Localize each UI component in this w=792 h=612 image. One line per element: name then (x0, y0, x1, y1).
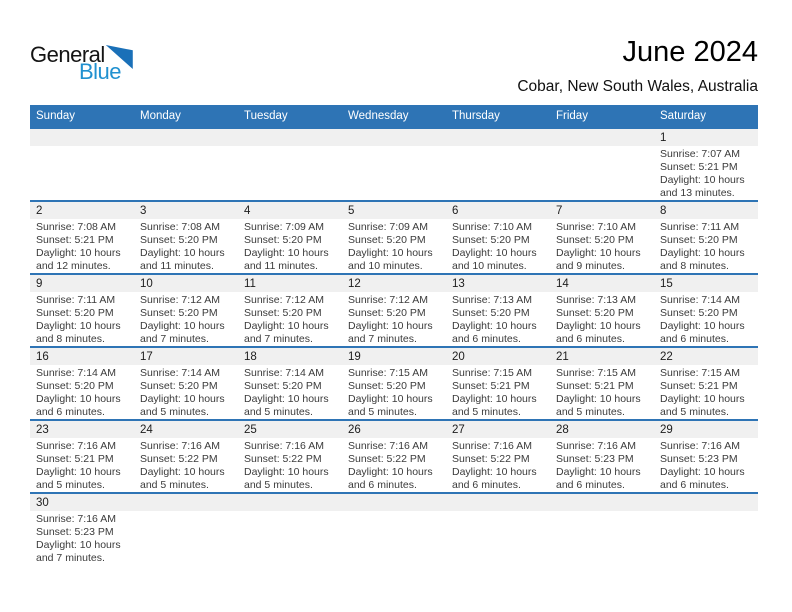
day-details (654, 146, 758, 200)
day-cell-empty (30, 129, 134, 200)
day-details (134, 365, 238, 419)
day-cell-empty (342, 129, 446, 200)
detail-line: Sunset: 5:20 PM (660, 234, 738, 246)
detail-line: Sunrise: 7:15 AM (556, 367, 636, 379)
detail-line: Daylight: 10 hours (244, 393, 329, 405)
detail-line: Sunrise: 7:16 AM (36, 513, 116, 525)
day-details (550, 146, 654, 148)
detail-line: Sunrise: 7:15 AM (660, 367, 740, 379)
day-details (342, 438, 446, 492)
detail-line: Sunrise: 7:08 AM (36, 221, 116, 233)
detail-line: Daylight: 10 hours (660, 247, 745, 259)
detail-line: and 5 minutes. (244, 479, 313, 491)
detail-line: Daylight: 10 hours (660, 320, 745, 332)
weekday-thursday: Thursday (452, 110, 500, 122)
detail-line: and 12 minutes. (36, 260, 111, 272)
week-row (30, 273, 758, 346)
day-number: 22 (654, 348, 758, 365)
day-number: 18 (238, 348, 342, 365)
detail-line: Sunrise: 7:16 AM (556, 440, 636, 452)
detail-line: Sunset: 5:20 PM (348, 307, 426, 319)
detail-line: and 5 minutes. (452, 406, 521, 418)
day-cell-18 (238, 348, 342, 419)
detail-line: Sunrise: 7:13 AM (556, 294, 636, 306)
detail-line: and 13 minutes. (660, 187, 735, 199)
detail-line: Sunset: 5:22 PM (348, 453, 426, 465)
day-cell-13 (446, 275, 550, 346)
detail-line: Sunset: 5:20 PM (452, 234, 530, 246)
detail-line: Sunset: 5:20 PM (36, 307, 114, 319)
detail-line: Sunset: 5:20 PM (660, 307, 738, 319)
detail-line: Daylight: 10 hours (660, 174, 745, 186)
detail-line: Sunset: 5:20 PM (348, 234, 426, 246)
day-details (446, 219, 550, 273)
detail-line: Daylight: 10 hours (452, 393, 537, 405)
detail-line: Daylight: 10 hours (348, 466, 433, 478)
detail-line: and 8 minutes. (660, 260, 729, 272)
detail-line: and 11 minutes. (140, 260, 214, 272)
day-number: 8 (654, 202, 758, 219)
detail-line: Daylight: 10 hours (556, 466, 641, 478)
logo-text-blue: Blue (79, 59, 122, 84)
day-cell-21 (550, 348, 654, 419)
day-number (238, 129, 342, 146)
detail-line: and 6 minutes. (452, 479, 521, 491)
detail-line: Sunrise: 7:09 AM (244, 221, 324, 233)
detail-line: Daylight: 10 hours (660, 466, 745, 478)
detail-line: Daylight: 10 hours (36, 247, 121, 259)
day-cell-7 (550, 202, 654, 273)
day-details (654, 511, 758, 513)
detail-line: Daylight: 10 hours (36, 466, 121, 478)
day-number (342, 129, 446, 146)
detail-line: Sunrise: 7:14 AM (140, 367, 220, 379)
weekday-wednesday: Wednesday (348, 110, 409, 122)
day-details (30, 438, 134, 492)
day-cell-17 (134, 348, 238, 419)
day-cell-30 (30, 494, 134, 565)
day-cell-15 (654, 275, 758, 346)
day-details (550, 438, 654, 492)
day-cell-empty (550, 129, 654, 200)
detail-line: Daylight: 10 hours (452, 466, 537, 478)
day-details (30, 146, 134, 148)
weekday-monday: Monday (140, 110, 181, 122)
day-number (134, 494, 238, 511)
day-details (342, 292, 446, 346)
detail-line: Sunset: 5:20 PM (36, 380, 114, 392)
day-number: 4 (238, 202, 342, 219)
day-details (134, 219, 238, 273)
weekday-sunday: Sunday (36, 110, 76, 122)
detail-line: Daylight: 10 hours (348, 247, 433, 259)
day-cell-empty (238, 494, 342, 565)
header-titles (517, 36, 758, 96)
day-details (446, 511, 550, 513)
detail-line: and 5 minutes. (140, 479, 209, 491)
day-number: 15 (654, 275, 758, 292)
detail-line: Daylight: 10 hours (36, 539, 121, 551)
day-details (238, 365, 342, 419)
day-details (342, 511, 446, 513)
day-cell-5 (342, 202, 446, 273)
detail-line: and 11 minutes. (244, 260, 318, 272)
detail-line: and 6 minutes. (556, 333, 625, 345)
day-details (446, 438, 550, 492)
week-row (30, 127, 758, 200)
day-number (30, 129, 134, 146)
day-cell-25 (238, 421, 342, 492)
detail-line: Sunrise: 7:15 AM (452, 367, 532, 379)
detail-line: and 7 minutes. (348, 333, 417, 345)
detail-line: Sunrise: 7:11 AM (36, 294, 116, 306)
detail-line: Daylight: 10 hours (244, 466, 329, 478)
day-cell-empty (446, 129, 550, 200)
day-details (654, 365, 758, 419)
day-details (446, 146, 550, 148)
weekday-tuesday: Tuesday (244, 110, 288, 122)
day-details (238, 292, 342, 346)
day-cell-empty (134, 494, 238, 565)
day-cell-23 (30, 421, 134, 492)
detail-line: Daylight: 10 hours (660, 393, 745, 405)
month-title: June 2024 (622, 36, 758, 68)
day-details (550, 292, 654, 346)
detail-line: Sunset: 5:20 PM (140, 307, 218, 319)
day-number: 13 (446, 275, 550, 292)
day-cell-6 (446, 202, 550, 273)
detail-line: Daylight: 10 hours (348, 393, 433, 405)
detail-line: Daylight: 10 hours (140, 393, 225, 405)
detail-line: Sunset: 5:21 PM (452, 380, 530, 392)
week-row (30, 419, 758, 492)
detail-line: and 8 minutes. (36, 333, 105, 345)
detail-line: and 6 minutes. (660, 333, 729, 345)
day-details (30, 365, 134, 419)
detail-line: Sunset: 5:21 PM (660, 380, 738, 392)
detail-line: Daylight: 10 hours (556, 320, 641, 332)
day-details (446, 365, 550, 419)
day-number: 23 (30, 421, 134, 438)
detail-line: Sunset: 5:20 PM (244, 234, 322, 246)
detail-line: Sunset: 5:22 PM (244, 453, 322, 465)
day-details (134, 438, 238, 492)
day-details (654, 438, 758, 492)
day-number: 14 (550, 275, 654, 292)
day-number: 5 (342, 202, 446, 219)
day-cell-19 (342, 348, 446, 419)
detail-line: and 6 minutes. (660, 479, 729, 491)
detail-line: Sunset: 5:22 PM (140, 453, 218, 465)
detail-line: Sunrise: 7:13 AM (452, 294, 532, 306)
day-details (654, 219, 758, 273)
day-details (238, 146, 342, 148)
detail-line: Sunset: 5:20 PM (244, 307, 322, 319)
day-number: 16 (30, 348, 134, 365)
detail-line: and 6 minutes. (452, 333, 521, 345)
detail-line: Sunrise: 7:16 AM (660, 440, 740, 452)
day-number (134, 129, 238, 146)
detail-line: Sunrise: 7:12 AM (140, 294, 220, 306)
detail-line: and 5 minutes. (140, 406, 209, 418)
day-number (342, 494, 446, 511)
detail-line: Daylight: 10 hours (452, 247, 537, 259)
day-cell-26 (342, 421, 446, 492)
week-row (30, 346, 758, 419)
detail-line: and 5 minutes. (556, 406, 625, 418)
day-number: 11 (238, 275, 342, 292)
day-number: 2 (30, 202, 134, 219)
detail-line: Sunrise: 7:12 AM (348, 294, 428, 306)
day-cell-12 (342, 275, 446, 346)
day-number: 21 (550, 348, 654, 365)
day-number: 26 (342, 421, 446, 438)
day-cell-empty (654, 494, 758, 565)
detail-line: Sunset: 5:20 PM (140, 234, 218, 246)
day-cell-8 (654, 202, 758, 273)
detail-line: and 7 minutes. (244, 333, 313, 345)
detail-line: Sunrise: 7:16 AM (36, 440, 116, 452)
detail-line: Sunrise: 7:14 AM (660, 294, 740, 306)
day-details (238, 219, 342, 273)
detail-line: Sunset: 5:20 PM (556, 307, 634, 319)
detail-line: and 10 minutes. (348, 260, 423, 272)
detail-line: and 5 minutes. (244, 406, 313, 418)
day-number: 28 (550, 421, 654, 438)
day-cell-2 (30, 202, 134, 273)
detail-line: Sunset: 5:21 PM (36, 453, 114, 465)
day-number (654, 494, 758, 511)
location-subtitle: Cobar, New South Wales, Australia (517, 78, 758, 96)
day-details (134, 511, 238, 513)
detail-line: Sunrise: 7:10 AM (556, 221, 636, 233)
detail-line: Daylight: 10 hours (140, 247, 225, 259)
detail-line: Sunset: 5:20 PM (556, 234, 634, 246)
day-number: 20 (446, 348, 550, 365)
detail-line: and 10 minutes. (452, 260, 527, 272)
calendar-table (30, 105, 758, 565)
day-number: 24 (134, 421, 238, 438)
logo-text-general: General (30, 42, 105, 67)
detail-line: Daylight: 10 hours (140, 320, 225, 332)
day-number (446, 494, 550, 511)
day-number: 1 (654, 129, 758, 146)
calendar-weeks (30, 127, 758, 565)
day-number: 12 (342, 275, 446, 292)
day-details (238, 511, 342, 513)
detail-line: Sunrise: 7:16 AM (348, 440, 428, 452)
detail-line: Daylight: 10 hours (140, 466, 225, 478)
detail-line: Sunrise: 7:11 AM (660, 221, 740, 233)
day-details (342, 219, 446, 273)
day-cell-9 (30, 275, 134, 346)
day-details (550, 219, 654, 273)
day-details (134, 292, 238, 346)
day-cell-28 (550, 421, 654, 492)
day-number (550, 494, 654, 511)
day-cell-empty (446, 494, 550, 565)
detail-line: Sunrise: 7:16 AM (244, 440, 324, 452)
day-cell-20 (446, 348, 550, 419)
detail-line: Daylight: 10 hours (244, 320, 329, 332)
detail-line: and 7 minutes. (36, 552, 105, 564)
day-cell-10 (134, 275, 238, 346)
detail-line: Sunset: 5:20 PM (244, 380, 322, 392)
detail-line: Sunset: 5:21 PM (660, 161, 738, 173)
day-cell-4 (238, 202, 342, 273)
day-cell-empty (550, 494, 654, 565)
day-cell-empty (134, 129, 238, 200)
week-row (30, 200, 758, 273)
day-details (134, 146, 238, 148)
detail-line: Daylight: 10 hours (556, 247, 641, 259)
day-cell-empty (342, 494, 446, 565)
detail-line: Sunrise: 7:10 AM (452, 221, 532, 233)
day-number (238, 494, 342, 511)
day-cell-22 (654, 348, 758, 419)
detail-line: Daylight: 10 hours (348, 320, 433, 332)
day-number: 9 (30, 275, 134, 292)
detail-line: and 6 minutes. (36, 406, 105, 418)
detail-line: Daylight: 10 hours (36, 320, 121, 332)
weekday-header-row (30, 105, 758, 127)
detail-line: Sunset: 5:23 PM (556, 453, 634, 465)
detail-line: and 5 minutes. (660, 406, 729, 418)
detail-line: Sunrise: 7:09 AM (348, 221, 428, 233)
day-number: 19 (342, 348, 446, 365)
detail-line: Sunset: 5:23 PM (36, 526, 114, 538)
day-details (550, 365, 654, 419)
day-details (30, 511, 134, 565)
detail-line: Daylight: 10 hours (36, 393, 121, 405)
day-number (550, 129, 654, 146)
day-number: 17 (134, 348, 238, 365)
day-cell-1 (654, 129, 758, 200)
detail-line: Sunrise: 7:14 AM (244, 367, 324, 379)
day-cell-14 (550, 275, 654, 346)
detail-line: Daylight: 10 hours (244, 247, 329, 259)
day-details (446, 292, 550, 346)
detail-line: and 5 minutes. (348, 406, 417, 418)
detail-line: and 6 minutes. (556, 479, 625, 491)
detail-line: Daylight: 10 hours (452, 320, 537, 332)
day-number: 27 (446, 421, 550, 438)
day-number: 7 (550, 202, 654, 219)
detail-line: and 7 minutes. (140, 333, 209, 345)
detail-line: and 9 minutes. (556, 260, 625, 272)
detail-line: Sunrise: 7:15 AM (348, 367, 428, 379)
day-cell-empty (238, 129, 342, 200)
day-details (30, 292, 134, 346)
day-number (446, 129, 550, 146)
detail-line: Sunset: 5:22 PM (452, 453, 530, 465)
detail-line: Sunset: 5:20 PM (140, 380, 218, 392)
day-cell-11 (238, 275, 342, 346)
weekday-friday: Friday (556, 110, 588, 122)
detail-line: and 5 minutes. (36, 479, 105, 491)
day-number: 3 (134, 202, 238, 219)
day-details (30, 219, 134, 273)
detail-line: Sunset: 5:20 PM (348, 380, 426, 392)
detail-line: Sunrise: 7:08 AM (140, 221, 220, 233)
detail-line: Sunset: 5:21 PM (556, 380, 634, 392)
day-number: 30 (30, 494, 134, 511)
day-number: 29 (654, 421, 758, 438)
day-cell-29 (654, 421, 758, 492)
day-cell-27 (446, 421, 550, 492)
day-cell-3 (134, 202, 238, 273)
day-details (238, 438, 342, 492)
week-row (30, 492, 758, 565)
day-number: 10 (134, 275, 238, 292)
detail-line: Daylight: 10 hours (556, 393, 641, 405)
detail-line: Sunset: 5:20 PM (452, 307, 530, 319)
day-details (550, 511, 654, 513)
general-blue-logo (30, 44, 180, 83)
detail-line: and 6 minutes. (348, 479, 417, 491)
weekday-saturday: Saturday (660, 110, 707, 122)
day-details (342, 365, 446, 419)
day-details (654, 292, 758, 346)
day-number: 25 (238, 421, 342, 438)
day-cell-24 (134, 421, 238, 492)
detail-line: Sunset: 5:23 PM (660, 453, 738, 465)
day-details (342, 146, 446, 148)
detail-line: Sunrise: 7:07 AM (660, 148, 740, 160)
detail-line: Sunrise: 7:14 AM (36, 367, 116, 379)
detail-line: Sunrise: 7:16 AM (140, 440, 220, 452)
detail-line: Sunset: 5:21 PM (36, 234, 114, 246)
day-cell-16 (30, 348, 134, 419)
detail-line: Sunrise: 7:12 AM (244, 294, 324, 306)
day-number: 6 (446, 202, 550, 219)
detail-line: Sunrise: 7:16 AM (452, 440, 532, 452)
